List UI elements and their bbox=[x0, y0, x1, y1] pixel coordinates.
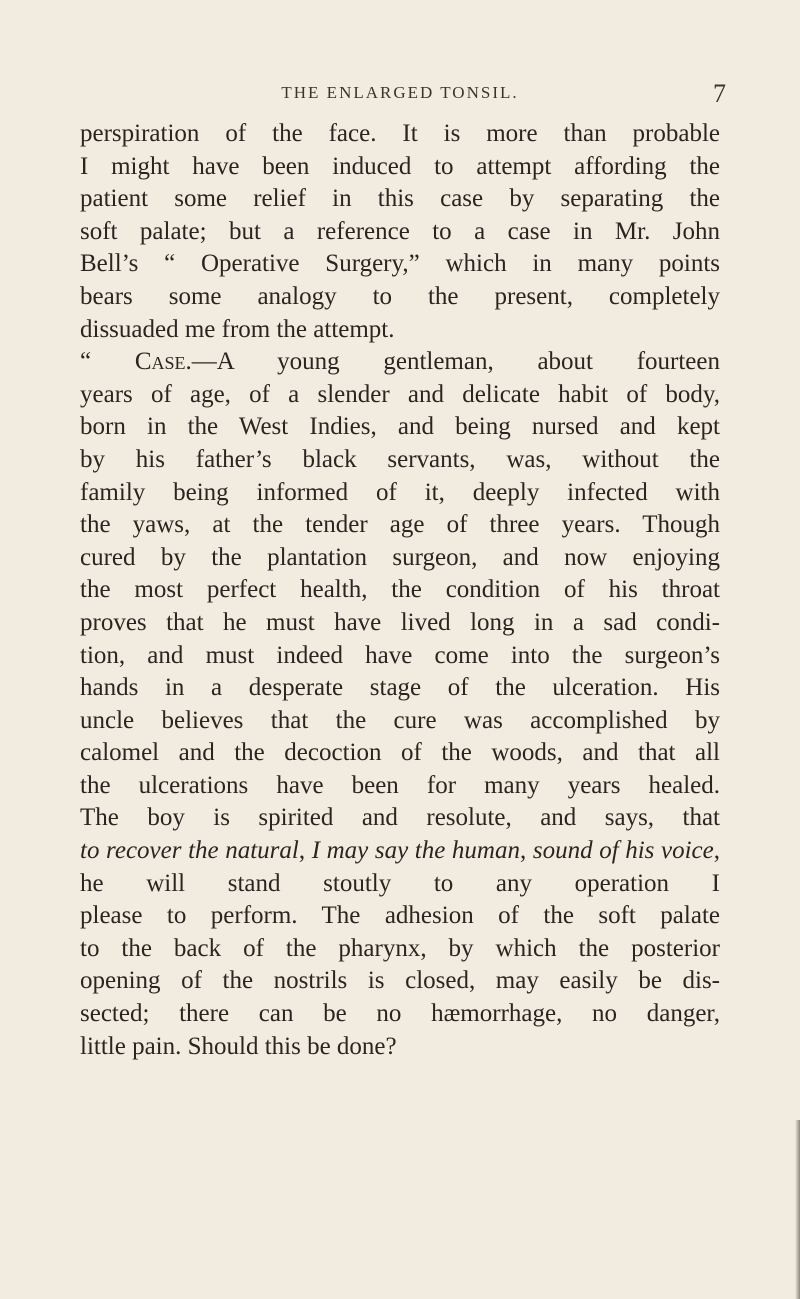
text-line: tion, and must indeed have come into the surgeon’s bbox=[80, 641, 720, 669]
text-line: he will stand stoutly to any operation I bbox=[80, 869, 720, 897]
separator: , bbox=[520, 837, 533, 865]
italic-phrase: sound of his voice bbox=[532, 837, 714, 865]
case-line-rest: .—A young gentleman, about fourteen bbox=[185, 348, 720, 376]
text-line: The boy is spirited and resolute, and says, that bbox=[80, 804, 720, 832]
italic-phrase: to recover the natural bbox=[80, 837, 299, 865]
case-label: Case bbox=[134, 348, 186, 376]
text-line: by his father’s black servants, was, without the bbox=[80, 445, 720, 473]
text-line: dissuaded me from the attempt. bbox=[80, 315, 395, 343]
running-title: THE ENLARGED TONSIL. bbox=[281, 83, 519, 102]
text-line: calomel and the decoction of the woods, and that all bbox=[80, 739, 720, 767]
page-edge-shadow bbox=[795, 1120, 800, 1299]
text-line: the most perfect health, the condition of his throat bbox=[80, 576, 720, 604]
italic-phrase-line bbox=[80, 835, 720, 868]
text-line: the ulcerations have been for many years healed. bbox=[80, 771, 720, 799]
text-line: please to perform. The adhesion of the soft palate bbox=[80, 902, 720, 930]
text-line: little pain. Should this be done? bbox=[80, 1032, 397, 1060]
text-line: to the back of the pharynx, by which the posterior bbox=[80, 934, 720, 962]
text-line: family being informed of it, deeply infected with bbox=[80, 478, 720, 506]
text-line: Bell’s “ Operative Surgery,” which in many points bbox=[80, 250, 720, 278]
separator: , bbox=[713, 837, 720, 865]
text-line: sected; there can be no hæmorrhage, no danger, bbox=[80, 1000, 720, 1028]
text-line: born in the West Indies, and being nursed and kept bbox=[80, 413, 720, 441]
italic-phrase: I may say the human bbox=[311, 837, 520, 865]
separator: , bbox=[298, 837, 312, 865]
text-line: cured by the plantation surgeon, and now enjoying bbox=[80, 543, 720, 571]
text-line: I might have been induced to attempt affording the bbox=[80, 152, 720, 180]
text-line: uncle believes that the cure was accomplished by bbox=[80, 706, 720, 734]
text-line: perspiration of the face. It is more than probable bbox=[80, 120, 720, 147]
text-line: years of age, of a slender and delicate habit of body, bbox=[80, 380, 720, 408]
text-line: the yaws, at the tender age of three years. Though bbox=[80, 511, 720, 539]
text-line: soft palate; but a reference to a case in Mr. John bbox=[80, 217, 720, 245]
page-number: 7 bbox=[713, 79, 726, 108]
text-line: patient some relief in this case by separating the bbox=[80, 185, 720, 213]
text-line: bears some analogy to the present, completely bbox=[80, 282, 720, 310]
running-head bbox=[80, 79, 726, 113]
text-line: hands in a desperate stage of the ulceration. His bbox=[80, 674, 720, 702]
text-line: proves that he must have lived long in a sad condi- bbox=[80, 608, 720, 636]
body-text bbox=[80, 118, 720, 1063]
open-quote: “ bbox=[80, 348, 135, 376]
case-heading-line bbox=[80, 346, 720, 379]
text-line: opening of the nostrils is closed, may easily be dis- bbox=[80, 967, 720, 995]
